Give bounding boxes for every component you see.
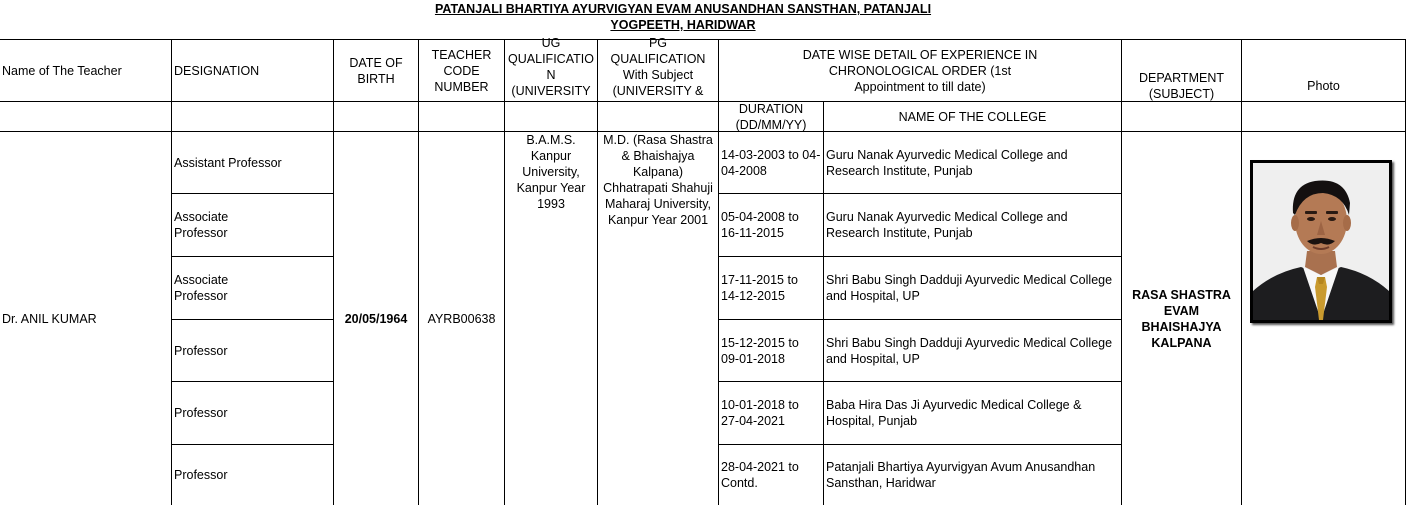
college-cell: Baba Hira Das Ji Ayurvedic Medical College & Hospital, Punjab <box>826 398 1082 428</box>
duration-cell: 15-12-2015 to 09-01-2018 <box>721 335 799 366</box>
header-designation: DESIGNATION <box>174 63 260 78</box>
duration-cell: 05-04-2008 to 16-11-2015 <box>721 210 799 240</box>
teacher-pg-qualification: M.D. (Rasa Shastra & Bhaishajya Kalpana) Chhatrapati Shahuji Maharaj University, Kanpur Year 2001 <box>603 133 713 227</box>
teacher-photo <box>1250 160 1392 323</box>
header-experience: DATE WISE DETAIL OF EXPERIENCE IN CHRONOLOGICAL ORDER (1st Appointment to till date) <box>802 47 1038 94</box>
header-dob: DATE OF BIRTH <box>349 55 403 86</box>
teacher-department: RASA SHASTRA EVAM BHAISHAJYA KALPANA <box>1132 287 1231 350</box>
teacher-code: AYRB00638 <box>427 311 496 326</box>
header-college: NAME OF THE COLLEGE <box>898 109 1047 124</box>
document-title-line-1: PATANJALI BHARTIYA AYURVIGYAN EVAM ANUSANDHAN SANSTHAN, PATANJALI <box>434 2 932 16</box>
teacher-dob: 20/05/1964 <box>344 311 408 326</box>
duration-cell: 17-11-2015 to 14-12-2015 <box>721 273 798 303</box>
header-duration: DURATION (DD/MM/YY) <box>735 102 807 131</box>
designation-cell: Associate Professor <box>174 273 229 303</box>
college-cell: Guru Nanak Ayurvedic Medical College and Research Institute, Punjab <box>826 210 1068 240</box>
college-cell: Guru Nanak Ayurvedic Medical College and Research Institute, Punjab <box>826 147 1068 178</box>
duration-cell: 14-03-2003 to 04-04-2008 <box>721 147 821 178</box>
duration-cell: 10-01-2018 to 27-04-2021 <box>721 398 799 428</box>
header-teacher-code: TEACHER CODE NUMBER <box>431 47 492 94</box>
header-ug-qualification: UG QUALIFICATIO N (UNIVERSITY <box>508 35 594 98</box>
college-cell: Shri Babu Singh Dadduji Ayurvedic Medical College and Hospital, UP <box>826 335 1113 366</box>
document-title-line-2: YOGPEETH, HARIDWAR <box>610 18 756 32</box>
college-cell: Shri Babu Singh Dadduji Ayurvedic Medical College and Hospital, UP <box>826 273 1113 303</box>
teacher-ug-qualification: B.A.M.S. Kanpur University, Kanpur Year 1993 <box>516 133 586 211</box>
designation-cell: Professor <box>174 468 228 482</box>
teacher-name: Dr. ANIL KUMAR <box>2 311 97 326</box>
college-cell: Patanjali Bhartiya Ayurvigyan Avum Anusandhan Sansthan, Haridwar <box>826 460 1096 490</box>
header-department: DEPARTMENT (SUBJECT) <box>1139 70 1224 101</box>
header-photo: Photo <box>1307 78 1340 93</box>
designation-cell: Associate Professor <box>174 210 229 240</box>
header-name: Name of The Teacher <box>2 63 122 78</box>
header-pg-qualification: PG QUALIFICATION With Subject (UNIVERSITY & <box>610 35 706 98</box>
duration-cell: 28-04-2021 to Contd. <box>721 460 799 490</box>
designation-cell: Professor <box>174 343 228 358</box>
designation-cell: Professor <box>174 406 228 420</box>
designation-cell: Assistant Professor <box>174 155 282 170</box>
